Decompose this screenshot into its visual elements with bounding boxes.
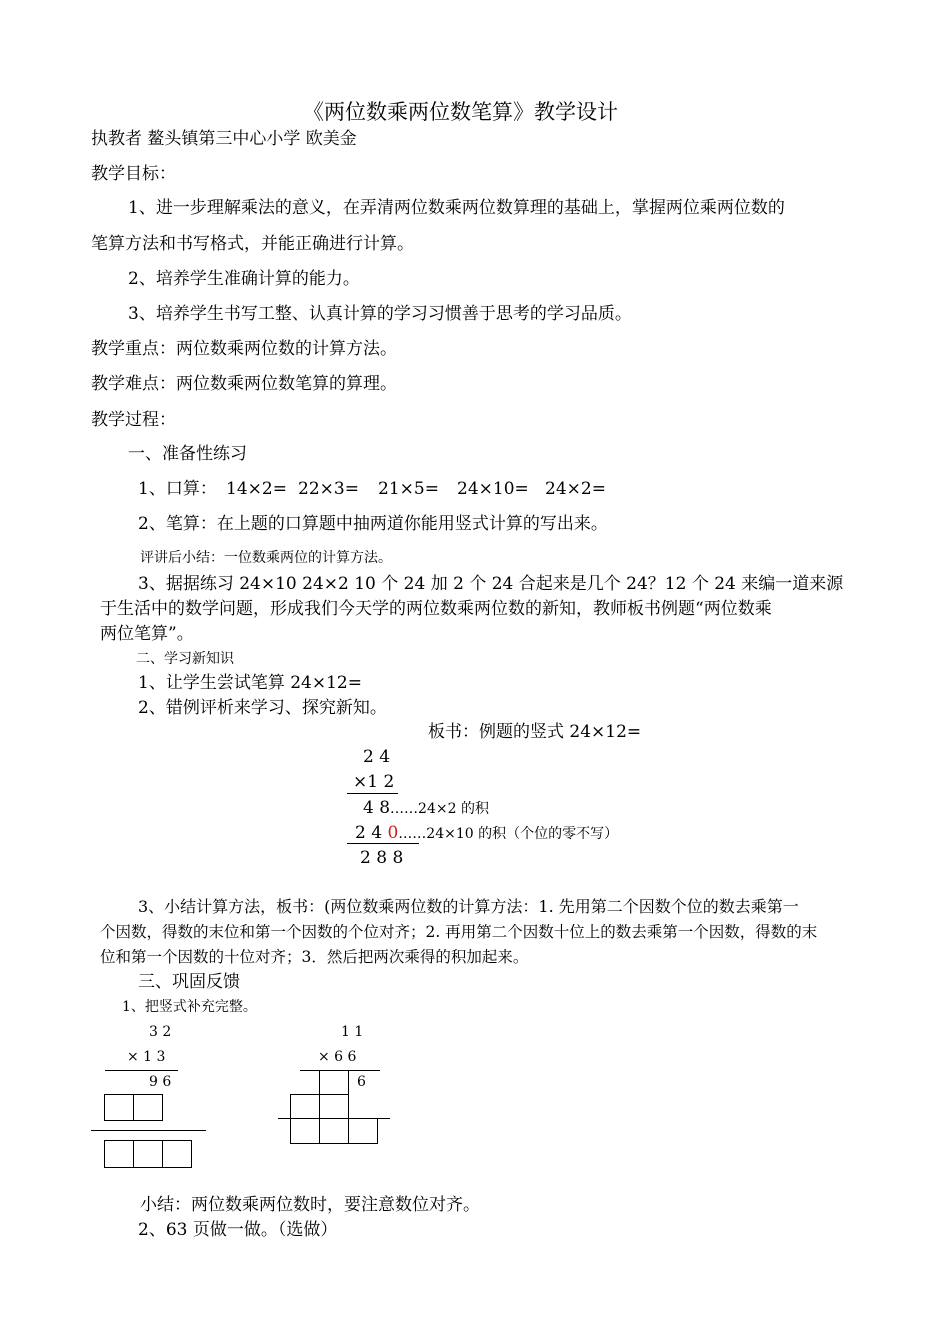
vertical-partial-1: 4 8……24×2 的积 [363,798,489,818]
oral-item: 14×2= [226,479,287,499]
partial-1-note: ……24×2 的积 [390,801,489,817]
method-summary-line1: 3、小结计算方法，板书：(两位数乘两位数的计算方法：1. 先用第二个因数个位的数去乘第一 [138,897,799,916]
section3-heading: 三、巩固反馈 [138,972,240,992]
answer-box[interactable] [290,1118,320,1144]
objective-2: 2、培养学生准确计算的能力。 [128,269,360,289]
problem1-multiplier: × 1 3 [127,1049,166,1065]
oral-item: 21×5= [378,479,439,499]
problem2-multiplier: × 6 6 [318,1049,357,1065]
answer-box[interactable] [319,1094,349,1119]
section3-exercise1: 1、把竖式补充完整。 [122,999,257,1015]
objective-1-line-2: 笔算方法和书写格式，并能正确进行计算。 [91,234,414,254]
section3-exercise2: 2、63 页做一做。（选做） [138,1220,338,1240]
author-line: 执教者 鳌头镇第三中心小学 欧美金 [91,129,357,149]
oral-item: 24×10= [457,479,529,499]
section1-item3-line3: 两位笔算”。 [100,624,194,644]
answer-box[interactable] [104,1094,134,1121]
problem1-rule [105,1070,178,1071]
vertical-partial-2: 2 4 0……24×10 的积（个位的零不写） [355,823,619,843]
oral-label: 1、口算： [138,479,217,499]
key-point: 教学重点：两位数乘两位数的计算方法。 [91,339,397,359]
problem2-top: 1 1 [341,1024,364,1040]
problem1-partial: 9 6 [149,1074,172,1090]
section2-item1: 1、让学生尝试笔算 24×12= [138,673,362,693]
answer-box[interactable] [319,1118,349,1144]
answer-box[interactable] [162,1140,192,1168]
answer-box[interactable] [133,1140,163,1168]
objective-1-line-1: 1、进一步理解乘法的意义，在弄清两位数乘两位数算理的基础上，掌握两位乘两位数的 [128,198,785,218]
oral-item: 24×2= [545,479,606,499]
answer-box[interactable] [133,1094,163,1121]
written-exercise: 2、笔算：在上题的口算题中抽两道你能用竖式计算的写出来。 [138,514,608,534]
oral-item: 22×3= [298,479,359,499]
section1-heading: 一、准备性练习 [128,444,247,464]
method-summary-line3: 位和第一个因数的十位对齐；3．然后把两次乘得的积加起来。 [100,948,529,966]
problem2-partial: 6 [357,1074,366,1090]
partial-2-note: ……24×10 的积（个位的零不写） [398,826,619,842]
objective-3: 3、培养学生书写工整、认真计算的学习习惯善于思考的学习品质。 [128,304,632,324]
omitted-zero: 0 [387,823,399,843]
vertical-top-number: 2 4 [363,747,391,767]
section1-item3-line1: 3、据据练习 24×10 24×2 10 个 24 加 2 个 24 合起来是几个 24？12 个 24 来编一道来源 [138,574,844,594]
page-title: 《两位数乘两位数笔算》教学设计 [303,100,618,124]
answer-box[interactable] [348,1118,378,1144]
vertical-rule [347,793,398,794]
difficult-point: 教学难点：两位数乘两位数笔算的算理。 [91,374,397,394]
section2-item2: 2、错例评析来学习、探究新知。 [138,698,387,718]
objectives-heading: 教学目标： [91,164,176,184]
method-summary-line2: 个因数，得数的末位和第一个因数的个位对齐；2. 再用第二个因数十位上的数去乘第一个因数，得数的末 [100,923,818,941]
vertical-rule [347,843,419,844]
section3-summary: 小结：两位数乘两位数时，要注意数位对齐。 [140,1195,480,1215]
answer-box[interactable] [104,1140,134,1168]
section2-heading: 二、学习新知识 [136,651,234,667]
problem1-top: 3 2 [149,1024,172,1040]
answer-box[interactable] [319,1070,349,1095]
process-heading: 教学过程： [91,410,176,430]
vertical-multiplier: ×1 2 [353,772,395,792]
answer-box[interactable] [290,1094,320,1119]
section1-summary: 评讲后小结：一位数乘两位的计算方法。 [140,550,392,566]
problem1-rule [91,1130,206,1131]
board-title: 板书：例题的竖式 24×12= [428,722,642,742]
vertical-result: 2 8 8 [360,848,404,868]
section1-item3-line2: 于生活中的数学问题，形成我们今天学的两位数乘两位数的新知，教师板书例题“两位数乘 [100,599,772,619]
